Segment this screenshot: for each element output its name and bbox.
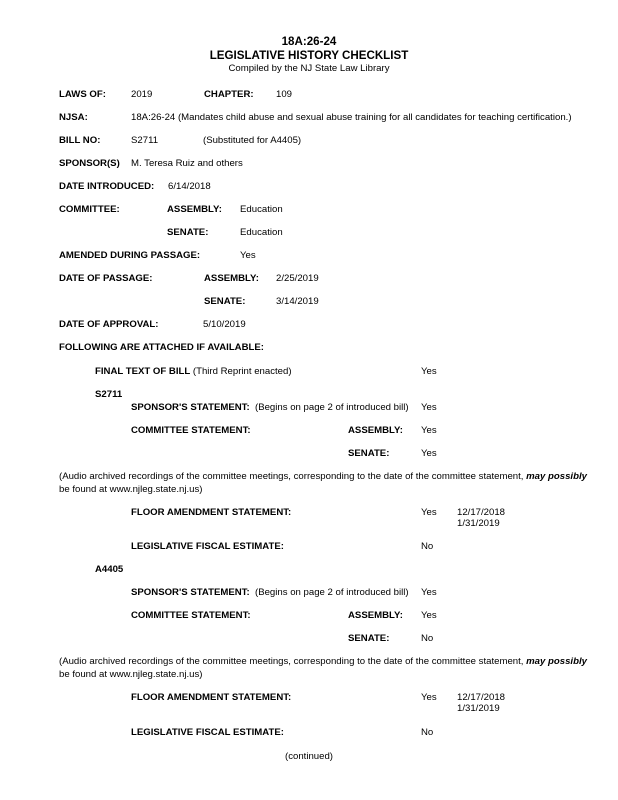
bill-no-value: S2711 (131, 135, 159, 146)
sponsor-statement-row (131, 403, 409, 413)
njsa-value: 18A:26-24 (Mandates child abuse and sexual abuse training for all candidates for teaching certification.) (131, 112, 572, 123)
audio-note-emphasis: may possibly (526, 656, 587, 667)
committee-statement-senate-label: SENATE: (348, 448, 390, 459)
committee-senate-label: SENATE: (167, 227, 209, 238)
fiscal-estimate-value: No (421, 727, 434, 738)
passage-senate-value: 3/14/2019 (276, 296, 319, 307)
chapter-label: CHAPTER: (204, 89, 254, 100)
citation-heading: 18A:26-24 (281, 35, 337, 48)
date-of-approval-label: DATE OF APPROVAL: (59, 319, 159, 330)
fiscal-estimate-value: No (421, 541, 434, 552)
audio-note-text: (Audio archived recordings of the committee meetings, corresponding to the date of the committee statement, (59, 656, 524, 667)
sponsor-statement-note: (Begins on page 2 of introduced bill) (255, 402, 409, 413)
fiscal-estimate-label: LEGISLATIVE FISCAL ESTIMATE: (131, 727, 284, 738)
final-text-value: Yes (421, 366, 437, 377)
passage-assembly-value: 2/25/2019 (276, 273, 319, 284)
sponsor-statement-row (131, 588, 409, 598)
committee-statement-senate-label: SENATE: (348, 633, 390, 644)
continued-note: (continued) (285, 751, 333, 762)
committee-statement-senate-value: No (421, 633, 434, 644)
bill-heading-a4405: A4405 (95, 564, 124, 575)
njsa-label: NJSA: (59, 112, 88, 123)
sponsor-statement-label: SPONSOR'S STATEMENT: (131, 402, 250, 413)
committee-assembly-value: Education (240, 204, 283, 215)
sponsor-statement-note: (Begins on page 2 of introduced bill) (255, 587, 409, 598)
committee-statement-senate-value: Yes (421, 448, 437, 459)
date-of-approval-value: 5/10/2019 (203, 319, 246, 330)
floor-amendment-label: FLOOR AMENDMENT STATEMENT: (131, 507, 292, 518)
sponsors-value: M. Teresa Ruiz and others (131, 158, 243, 169)
fiscal-estimate-label: LEGISLATIVE FISCAL ESTIMATE: (131, 541, 284, 552)
amended-value: Yes (240, 250, 256, 261)
floor-amendment-date: 1/31/2019 (457, 703, 500, 714)
laws-of-label: LAWS OF: (59, 89, 106, 100)
document-title: LEGISLATIVE HISTORY CHECKLIST (209, 49, 409, 62)
date-of-passage-label: DATE OF PASSAGE: (59, 273, 153, 284)
audio-note-text: (Audio archived recordings of the committee meetings, corresponding to the date of the committee statement, (59, 471, 524, 482)
bill-heading-s2711: S2711 (95, 389, 123, 400)
date-introduced-label: DATE INTRODUCED: (59, 181, 155, 192)
floor-amendment-date: 12/17/2018 (457, 692, 506, 703)
passage-senate-label: SENATE: (204, 296, 246, 307)
sponsor-statement-value: Yes (421, 402, 437, 413)
floor-amendment-value: Yes (421, 507, 437, 518)
laws-of-value: 2019 (131, 89, 153, 100)
audio-note-line2: be found at www.njleg.state.nj.us) (59, 669, 203, 680)
bill-no-label: BILL NO: (59, 135, 101, 146)
amended-label: AMENDED DURING PASSAGE: (59, 250, 201, 261)
committee-statement-assembly-value: Yes (421, 610, 437, 621)
committee-label: COMMITTEE: (59, 204, 120, 215)
audio-note-line1 (59, 472, 587, 482)
sponsors-label: SPONSOR(S) (59, 158, 120, 169)
compiled-by: Compiled by the NJ State Law Library (228, 63, 390, 74)
attached-heading: FOLLOWING ARE ATTACHED IF AVAILABLE: (59, 342, 264, 353)
committee-assembly-label: ASSEMBLY: (167, 204, 222, 215)
sponsor-statement-label: SPONSOR'S STATEMENT: (131, 587, 250, 598)
audio-note-line1 (59, 657, 587, 667)
floor-amendment-value: Yes (421, 692, 437, 703)
substituted-note: (Substituted for A4405) (203, 135, 302, 146)
final-text-note: (Third Reprint enacted) (192, 366, 292, 377)
committee-statement-assembly-value: Yes (421, 425, 437, 436)
audio-note-line2: be found at www.njleg.state.nj.us) (59, 484, 203, 495)
chapter-value: 109 (276, 89, 293, 100)
floor-amendment-date: 12/17/2018 (457, 507, 506, 518)
final-text-label: FINAL TEXT OF BILL (95, 366, 191, 377)
committee-senate-value: Education (240, 227, 283, 238)
floor-amendment-date: 1/31/2019 (457, 518, 500, 529)
committee-statement-assembly-label: ASSEMBLY: (348, 425, 403, 436)
floor-amendment-label: FLOOR AMENDMENT STATEMENT: (131, 692, 292, 703)
audio-note-emphasis: may possibly (526, 471, 587, 482)
committee-statement-label: COMMITTEE STATEMENT: (131, 425, 251, 436)
passage-assembly-label: ASSEMBLY: (204, 273, 259, 284)
sponsor-statement-value: Yes (421, 587, 437, 598)
committee-statement-label: COMMITTEE STATEMENT: (131, 610, 251, 621)
final-text-row (95, 367, 292, 377)
committee-statement-assembly-label: ASSEMBLY: (348, 610, 403, 621)
date-introduced-value: 6/14/2018 (168, 181, 211, 192)
